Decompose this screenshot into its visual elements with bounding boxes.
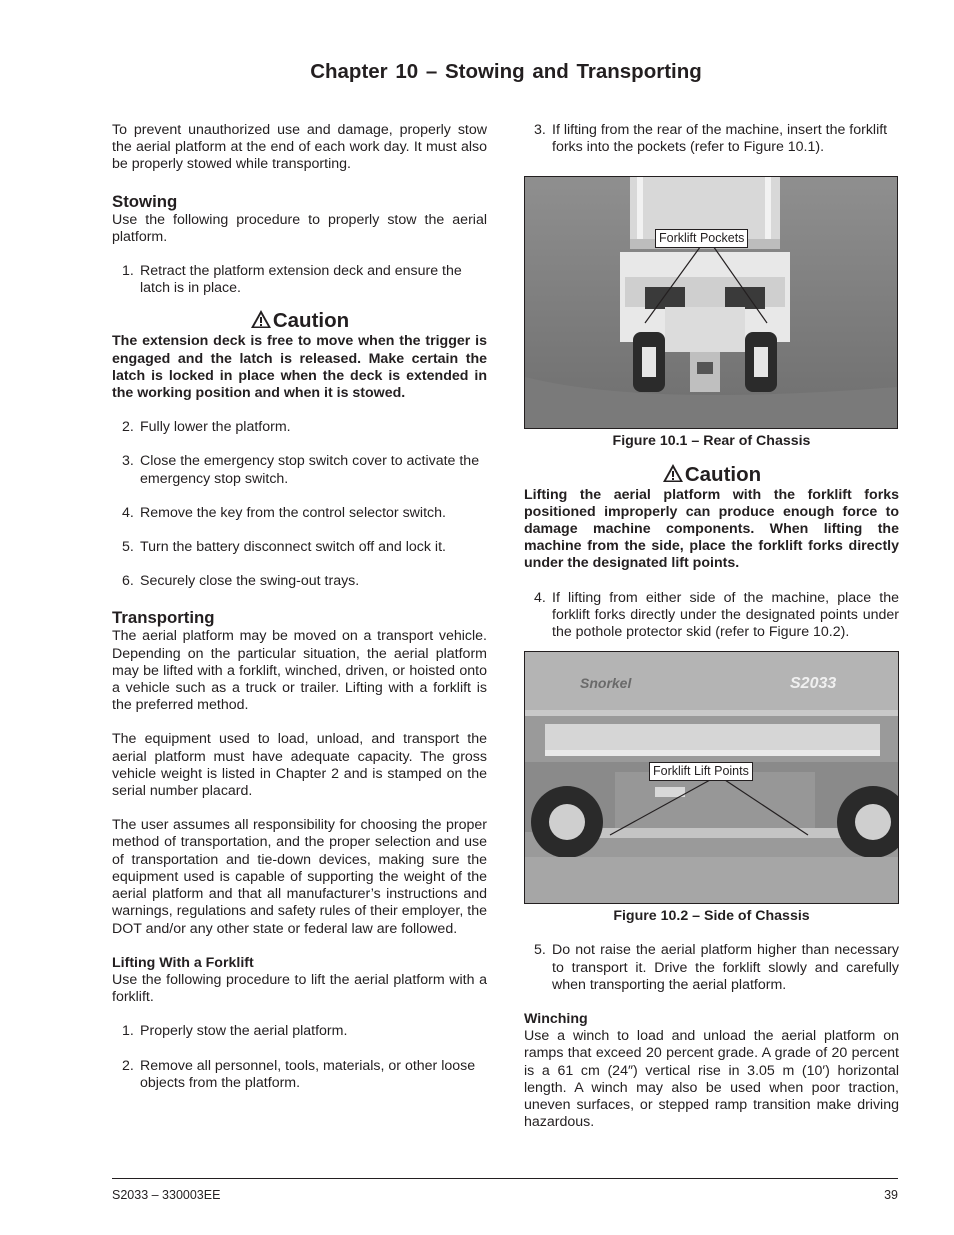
list-item: 1. Properly stow the aerial platform. [122,1023,348,1040]
transporting-paragraph: The equipment used to load, unload, and transport the aerial platform must have adequate capacity. The gross vehicle weight is listed in Chapter 2 and is stamped on the serial number placard. [112,731,487,800]
callout-label: Forklift Lift Points [649,762,753,781]
stowing-heading: Stowing [112,191,178,211]
winching-heading: Winching [524,1011,588,1028]
forklift-text: Use the following procedure to lift the aerial platform with a forklift. [112,971,487,1006]
list-item: 2. Remove all personnel, tools, materials, or other loose objects from the platform. [122,1057,476,1091]
right-column [524,122,899,1131]
left-column [112,122,487,1092]
list-item: 4. Remove the key from the control selector switch. [122,504,446,521]
list-item [112,263,487,297]
figure-side-of-chassis [524,651,899,904]
list-item: 5. Do not raise the aerial platform higher than necessary to transport it. Drive the forklift slowly and carefully when transporting the aerial platform. [534,942,899,993]
winching-text: Use a winch to load and unload the aerial platform on ramps that exceed 20 percent grade. A grade of 20 percent is a 61 cm (24″) vertical rise in 3.05 m (10′) horizontal length. A winch may also be used when poor traction, uneven surfaces, or stepped ramp transition make driving hazardous. [524,1028,899,1131]
list-item: 2. Fully lower the platform. [122,419,291,436]
footer-document-id: S2033 – 330003EE [112,1188,221,1202]
list-item: 3. Close the emergency stop switch cover to activate the emergency stop switch. [122,453,480,487]
callout-label: Forklift Pockets [655,229,748,248]
transporting-paragraph: The aerial platform may be moved on a transport vehicle. Depending on the particular situation, the aerial platform may be lifted with a forklift, winched, driven, or hoisted onto a vehicle such as a truck or trailer. Lifting with a forklift is the preferred method. [112,628,487,714]
figure-caption: Figure 10.1 – Rear of Chassis [612,433,811,450]
step-text: Retract the platform extension deck and ensure the latch is in place. [140,263,462,297]
rear-chassis-photo [525,177,897,428]
list-item: 6. Securely close the swing-out trays. [122,573,360,590]
caution-text: The extension deck is free to move when the trigger is engaged and the latch is released. Make certain the latch is locked in place when the deck is extended in the working position and when it is stowed. [112,333,487,402]
caution-heading: Caution [112,309,487,333]
stowing-text: Use the following procedure to properly stow the aerial platform. [112,211,487,245]
transporting-paragraph: The user assumes all responsibility for choosing the proper method of transportation, and the proper selection and use of transportation and tie-down devices, making sure the equipment used is capable of supporting the weight of the aerial platform and that all manufacturer’s instructions and warnings, regulations and safety rules of their employer, the DOT and/or any other state or federal law are followed. [112,817,487,937]
footer-page-number: 39 [884,1188,898,1202]
list-item: 4. If lifting from either side of the machine, place the forklift forks directly under the designated points under the pothole protector skid (refer to Figure 10.2). [534,589,899,641]
step-number: 1. [122,263,134,280]
caution-heading: Caution [524,463,899,487]
list-item: 5. Turn the battery disconnect switch off and lock it. [122,539,446,556]
transporting-heading: Transporting [112,608,215,628]
caution-text: Lifting the aerial platform with the forklift forks positioned improperly can produce enough force to damage machine components. When lifting the machine from the side, place the forklift forks directly under the designated lift points. [524,486,899,572]
figure-rear-of-chassis [524,176,898,429]
warning-triangle-icon [250,309,272,329]
list-item: 3. If lifting from the rear of the machine, insert the forklift forks into the pockets (refer to Figure 10.1). [534,122,888,156]
footer-divider [112,1178,898,1179]
page-title: Chapter 10 – Stowing and Transporting [310,60,702,83]
figure-caption: Figure 10.2 – Side of Chassis [613,908,810,925]
intro-paragraph: To prevent unauthorized use and damage, properly stow the aerial platform at the end of each work day. It must also be properly stowed while transporting. [112,122,487,173]
warning-triangle-icon [662,463,684,483]
forklift-heading: Lifting With a Forklift [112,954,254,971]
svg-text:Snorkel: Snorkel [580,675,632,692]
svg-text:S2033: S2033 [790,675,837,693]
